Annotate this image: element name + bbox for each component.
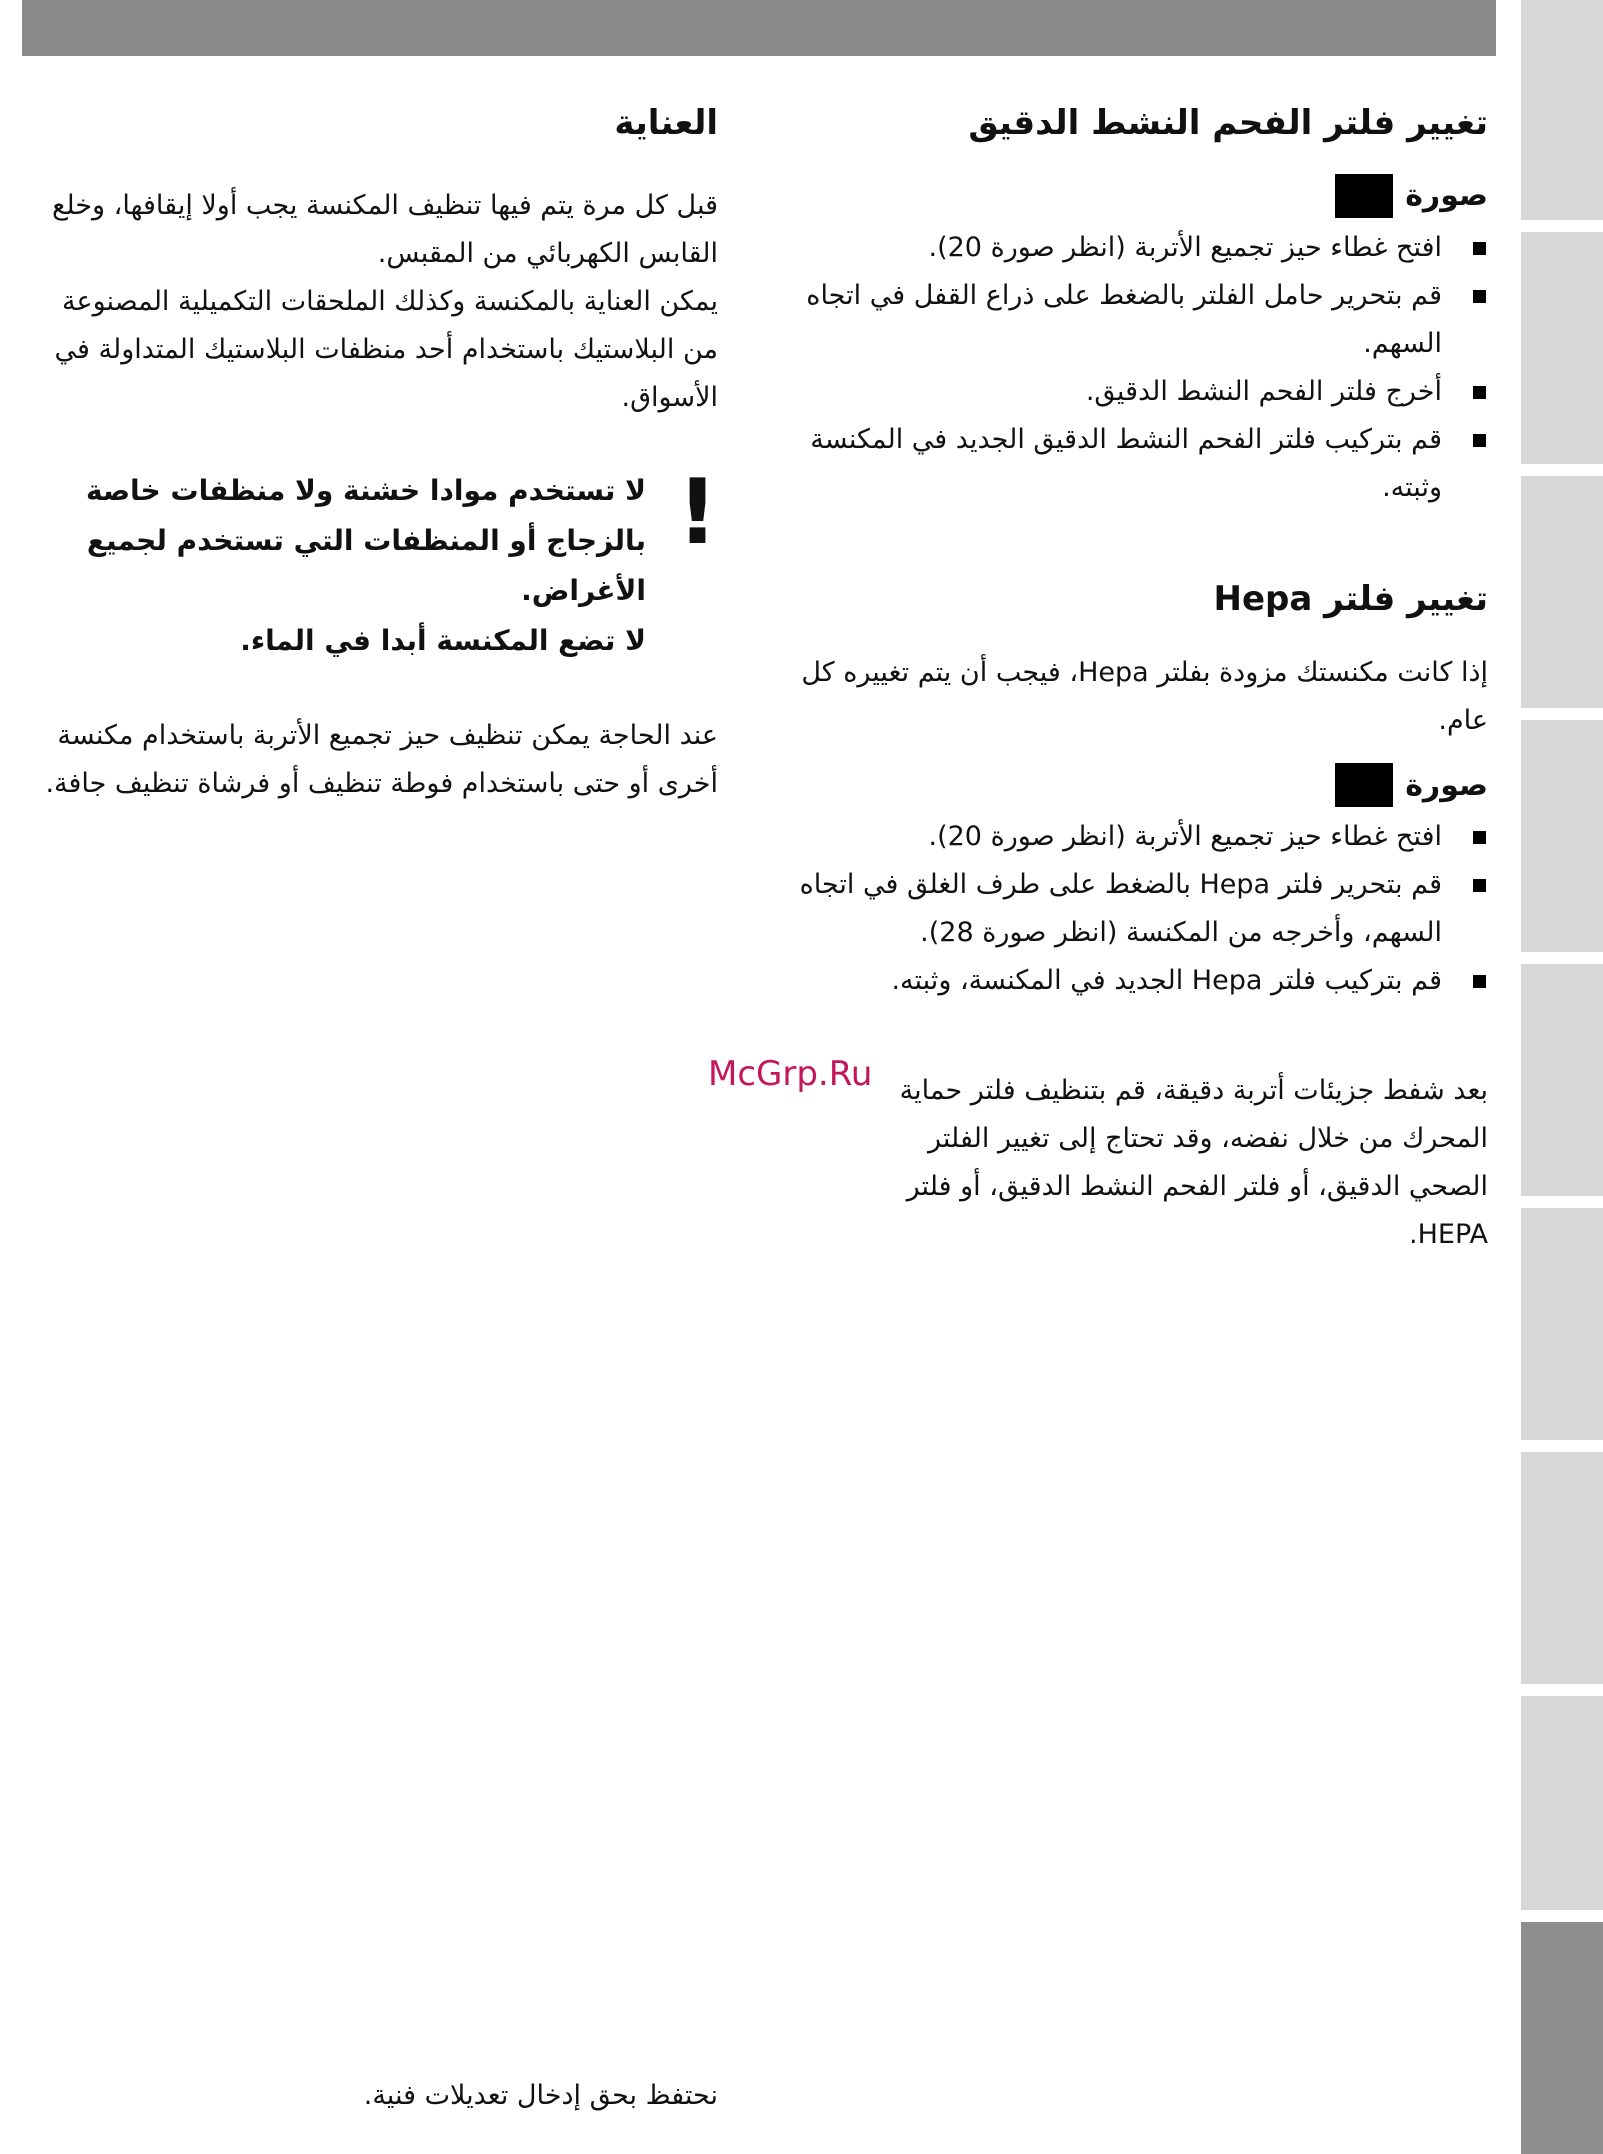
section-tab[interactable] — [1521, 964, 1603, 1196]
warning-block — [22, 459, 718, 666]
section-tab[interactable] — [1521, 0, 1603, 220]
square-bullet-icon — [1473, 386, 1486, 399]
hepa-filter-heading: تغيير فلتر Hepa — [1213, 578, 1488, 619]
figure-number-box — [1335, 174, 1393, 218]
charcoal-figure-label — [790, 174, 1488, 218]
figure-number-box — [1335, 763, 1393, 807]
list-item: قم بتحرير حامل الفلتر بالضغط على ذراع القفل في اتجاه السهم. — [790, 272, 1488, 368]
footer-note: نحتفظ بحق إدخال تعديلات فنية. — [363, 2080, 718, 2111]
hepa-steps-list — [790, 813, 1488, 1005]
square-bullet-icon — [1473, 831, 1486, 844]
section-tab[interactable] — [1521, 1696, 1603, 1910]
header-bar — [22, 0, 1496, 56]
right-column — [790, 100, 1488, 1259]
care-paragraph-1: قبل كل مرة يتم فيها تنظيف المكنسة يجب أولا إيقافها، وخلع القابس الكهربائي من المقبس. — [52, 189, 718, 269]
list-item: قم بتحرير فلتر Hepa بالضغط على طرف الغلق في اتجاه السهم، وأخرجه من المكنسة (انظر صورة 28). — [790, 861, 1488, 957]
charcoal-steps-list — [790, 224, 1488, 512]
square-bullet-icon — [1473, 290, 1486, 303]
square-bullet-icon — [1473, 242, 1486, 255]
list-item: قم بتركيب فلتر Hepa الجديد في المكنسة، وثبته. — [790, 957, 1488, 1005]
care-paragraph-2: يمكن العناية بالمكنسة وكذلك الملحقات التكميلية المصنوعة من البلاستيك باستخدام أحد منظفات البلاستيك المتداولة في الأسواق. — [54, 285, 718, 413]
hepa-intro-text: إذا كانت مكنستك مزودة بفلتر Hepa، فيجب أن يتم تغييره كل عام. — [801, 657, 1488, 737]
care-heading: العناية — [614, 103, 718, 143]
section-tab[interactable] — [1521, 720, 1603, 952]
warning-text-2: لا تضع المكنسة أبدا في الماء. — [240, 623, 646, 657]
list-item: أخرج فلتر الفحم النشط الدقيق. — [790, 368, 1488, 416]
list-item: قم بتركيب فلتر الفحم النشط الدقيق الجديد في المكنسة وثبته. — [790, 416, 1488, 512]
care-paragraph-3: عند الحاجة يمكن تنظيف حيز تجميع الأتربة باستخدام مكنسة أخرى أو حتى باستخدام فوطة تنظيف أو فرشاة تنظيف جافة. — [45, 719, 718, 799]
list-item: افتح غطاء حيز تجميع الأتربة (انظر صورة 20). — [790, 813, 1488, 861]
section-tab[interactable] — [1521, 476, 1603, 708]
section-tab[interactable] — [1521, 1452, 1603, 1684]
hepa-figure-label — [790, 763, 1488, 807]
section-tab[interactable] — [1521, 1208, 1603, 1440]
square-bullet-icon — [1473, 975, 1486, 988]
square-bullet-icon — [1473, 434, 1486, 447]
left-column — [22, 100, 718, 808]
section-tab-active[interactable] — [1521, 1922, 1603, 2154]
filter-maintenance-note: بعد شفط جزيئات أتربة دقيقة، قم بتنظيف فلتر حماية المحرك من خلال نفضه، وقد تحتاج إلى تغيير الفلتر الصحي الدقيق، أو فلتر الفحم النشط الدقيق، أو فلتر HEPA. — [899, 1075, 1488, 1251]
section-tabs — [1521, 0, 1603, 2154]
section-tab[interactable] — [1521, 232, 1603, 464]
warning-exclamation-icon: ! — [676, 459, 718, 565]
charcoal-filter-heading: تغيير فلتر الفحم النشط الدقيق — [968, 103, 1488, 143]
warning-text-1: لا تستخدم موادا خشنة ولا منظفات خاصة بالزجاج أو المنظفات التي تستخدم لجميع الأغراض. — [85, 473, 646, 607]
figure-label-text: صورة — [1405, 767, 1488, 803]
figure-label-text: صورة — [1405, 178, 1488, 214]
list-item: افتح غطاء حيز تجميع الأتربة (انظر صورة 20). — [790, 224, 1488, 272]
watermark: McGrp.Ru — [708, 1054, 873, 1094]
square-bullet-icon — [1473, 879, 1486, 892]
